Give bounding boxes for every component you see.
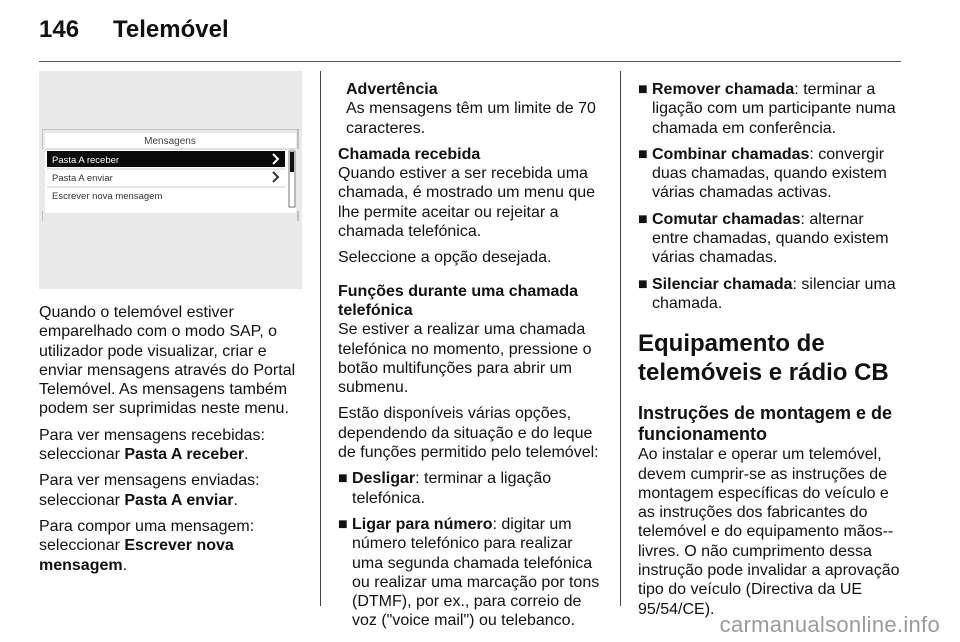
messages-screen-image bbox=[39, 71, 302, 289]
during-call-paragraph: Se estiver a realizar uma chamada telefónica no momento, pressione o botão multifunções para abrir um submenu. bbox=[338, 321, 592, 397]
received-paragraph: Para ver mensagens recebidas: seleccionar Pasta A receber. bbox=[39, 426, 265, 464]
screen-item-compose[interactable]: Escrever nova mensagem bbox=[52, 191, 163, 202]
screen-item-inbox[interactable]: Pasta A receber bbox=[52, 155, 120, 166]
column-divider-2 bbox=[620, 71, 621, 606]
select-option-paragraph: Seleccione a opção desejada. bbox=[338, 249, 552, 267]
page-title: Telemóvel bbox=[113, 16, 229, 43]
section-heading: Chamada recebida bbox=[338, 145, 481, 163]
screen-title: Mensagens bbox=[144, 136, 196, 147]
header-rule bbox=[39, 61, 901, 62]
bullet-item: ■ Comutar chamadas: alternar entre chamadas, quando existem várias chamadas. bbox=[638, 210, 889, 267]
messages-screen bbox=[42, 129, 299, 284]
bullet-item: ■ Desligar: terminar a ligação telefónica. bbox=[338, 470, 552, 507]
scrollbar-thumb[interactable] bbox=[290, 152, 294, 172]
warning-title: Advertência bbox=[346, 81, 438, 98]
installation-paragraph: Ao instalar e operar um telemóvel, devem cumprir-se as instruções de montagem específicas do veículo e as instruções dos fabricantes do telemóvel e do equipamento mãos--livres. O não cumprimento dessa instrução pode invalidar a aprovação tipo do veículo (Directiva da UE 95/54/CE). bbox=[638, 446, 900, 618]
section-heading: Instruções de montagem e de funcionamento bbox=[638, 403, 893, 445]
bullet-item: ■ Silenciar chamada: silenciar uma chamada. bbox=[638, 275, 896, 312]
bullet-item: ■ Ligar para número: digitar um número telefónico para realizar uma segunda chamada telefónica ou realizar uma marcação por tons (DTMF), por ex., para correio de voz ("voice mail") ou telebanco. bbox=[338, 515, 600, 630]
intro-paragraph: Quando o telemóvel estiver emparelhado com o modo SAP, o utilizador pode visualizar, criar e enviar mensagens através do Portal Telemóvel. As mensagens também podem ser suprimidas neste menu. bbox=[39, 304, 296, 418]
warning-box bbox=[338, 80, 606, 138]
page-header bbox=[39, 16, 229, 44]
section-heading: Funções durante uma chamada telefónica bbox=[338, 282, 579, 319]
watermark: carmanualsonline.info bbox=[719, 612, 940, 637]
chapter-heading: Equipamento de telemóveis e rádio CB bbox=[638, 330, 889, 387]
bullet-item: ■ Combinar chamadas: convergir duas chamadas, quando existem várias chamadas activas. bbox=[638, 145, 887, 202]
sent-paragraph: Para ver mensagens enviadas: seleccionar Pasta A enviar. bbox=[39, 472, 260, 509]
screen-item-sent[interactable]: Pasta A enviar bbox=[52, 173, 113, 184]
column-2 bbox=[338, 80, 606, 638]
bullet-item: ■ Remover chamada: terminar a ligação com um participante numa chamada em conferência. bbox=[638, 81, 896, 137]
page-number: 146 bbox=[39, 16, 80, 43]
incoming-call-paragraph: Quando estiver a ser recebida uma chamada, é mostrado um menu que lhe permite aceitar ou rejeitar a chamada telefónica. bbox=[338, 165, 596, 241]
column-3 bbox=[638, 80, 902, 626]
column-1 bbox=[39, 303, 309, 582]
options-paragraph: Estão disponíveis várias opções, dependendo da situação e do leque de funções permitido pelo telemóvel: bbox=[338, 405, 599, 462]
warning-text: As mensagens têm um limite de 70 caracteres. bbox=[346, 100, 596, 137]
compose-paragraph: Para compor uma mensagem: seleccionar Escrever nova mensagem. bbox=[39, 517, 255, 574]
column-divider-1 bbox=[320, 71, 321, 606]
